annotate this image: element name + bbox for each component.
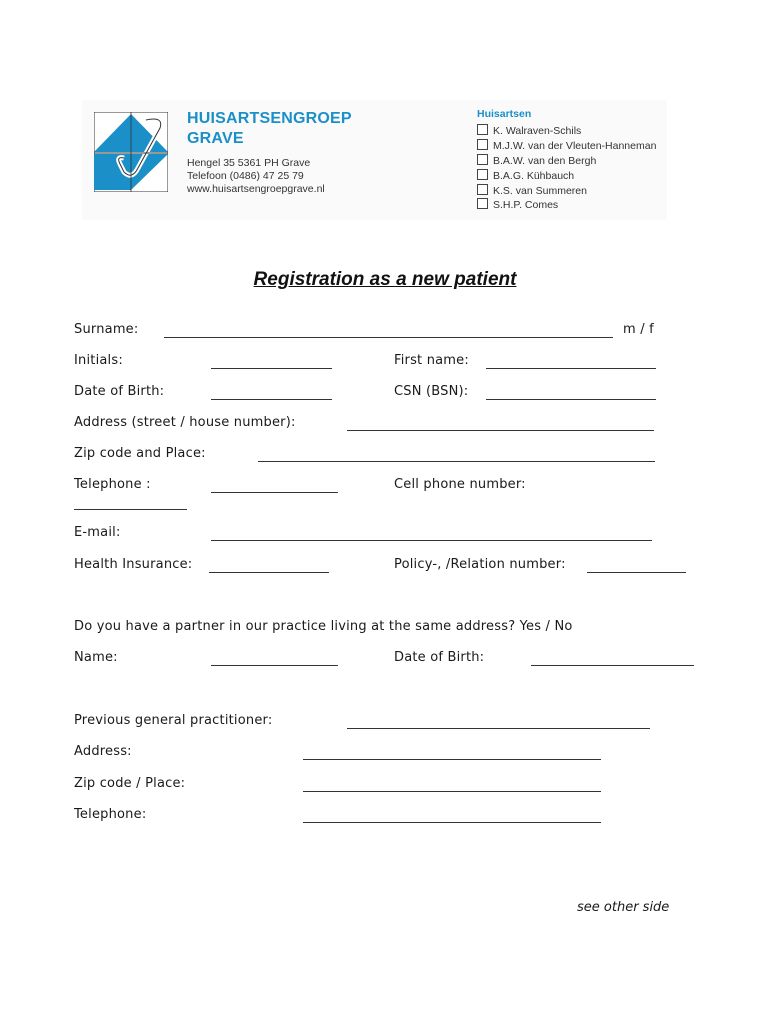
policy-label: Policy-, /Relation number: [394, 557, 566, 572]
prev-gp-field[interactable] [347, 728, 650, 729]
org-name-line2: GRAVE [187, 130, 244, 147]
partner-dob-field[interactable] [531, 665, 694, 666]
practice-logo [94, 112, 168, 192]
doctors-heading: Huisartsen [477, 108, 532, 120]
checkbox-icon[interactable] [477, 139, 488, 150]
address-label: Address (street / house number): [74, 415, 296, 430]
partner-dob-label: Date of Birth: [394, 650, 485, 665]
insurance-field[interactable] [209, 572, 329, 573]
telephone-field[interactable] [211, 492, 338, 493]
partner-question: Do you have a partner in our practice living at the same address? Yes / No [74, 619, 573, 634]
first-name-field[interactable] [486, 368, 656, 369]
prev-address-field[interactable] [303, 759, 601, 760]
form-title: Registration as a new patient [253, 269, 517, 290]
dob-label: Date of Birth: [74, 384, 165, 399]
prev-zip-field[interactable] [303, 791, 601, 792]
first-name-label: First name: [394, 353, 469, 368]
surname-label: Surname: [74, 322, 139, 337]
gender-options[interactable]: m / f [623, 322, 654, 337]
email-field[interactable] [211, 540, 652, 541]
dob-field[interactable] [211, 399, 332, 400]
initials-label: Initials: [74, 353, 123, 368]
doctor-option[interactable]: K.S. van Summeren [477, 184, 587, 197]
insurance-label: Health Insurance: [74, 557, 193, 572]
address-field[interactable] [347, 430, 654, 431]
checkbox-icon[interactable] [477, 154, 488, 165]
csn-label: CSN (BSN): [394, 384, 469, 399]
checkbox-icon[interactable] [477, 184, 488, 195]
doctor-option[interactable]: B.A.W. van den Bergh [477, 154, 596, 167]
csn-field[interactable] [486, 399, 656, 400]
doctor-option[interactable]: M.J.W. van der Vleuten-Hanneman [477, 139, 656, 152]
checkbox-icon[interactable] [477, 169, 488, 180]
initials-field[interactable] [211, 368, 332, 369]
checkbox-icon[interactable] [477, 198, 488, 209]
prev-gp-label: Previous general practitioner: [74, 713, 273, 728]
org-website: www.huisartsengroepgrave.nl [187, 183, 325, 195]
doctor-option[interactable]: S.H.P. Comes [477, 198, 558, 211]
see-other-side-note: see other side [577, 900, 670, 915]
org-name-line1: HUISARTSENGROEP [187, 110, 352, 127]
prev-address-label: Address: [74, 744, 132, 759]
org-address: Hengel 35 5361 PH Grave [187, 157, 311, 169]
checkbox-icon[interactable] [477, 124, 488, 135]
doctor-option[interactable]: B.A.G. Kühbauch [477, 169, 574, 182]
prev-phone-label: Telephone: [74, 807, 147, 822]
surname-field[interactable] [164, 337, 613, 338]
telephone-label: Telephone : [74, 477, 151, 492]
cell-label: Cell phone number: [394, 477, 526, 492]
policy-field[interactable] [587, 572, 686, 573]
partner-name-label: Name: [74, 650, 118, 665]
zip-field[interactable] [258, 461, 655, 462]
prev-zip-label: Zip code / Place: [74, 776, 186, 791]
partner-name-field[interactable] [211, 665, 338, 666]
zip-label: Zip code and Place: [74, 446, 206, 461]
cell-field[interactable] [74, 509, 187, 510]
prev-phone-field[interactable] [303, 822, 601, 823]
email-label: E-mail: [74, 525, 121, 540]
doctor-option[interactable]: K. Walraven-Schils [477, 124, 581, 137]
org-phone: Telefoon (0486) 47 25 79 [187, 170, 304, 182]
